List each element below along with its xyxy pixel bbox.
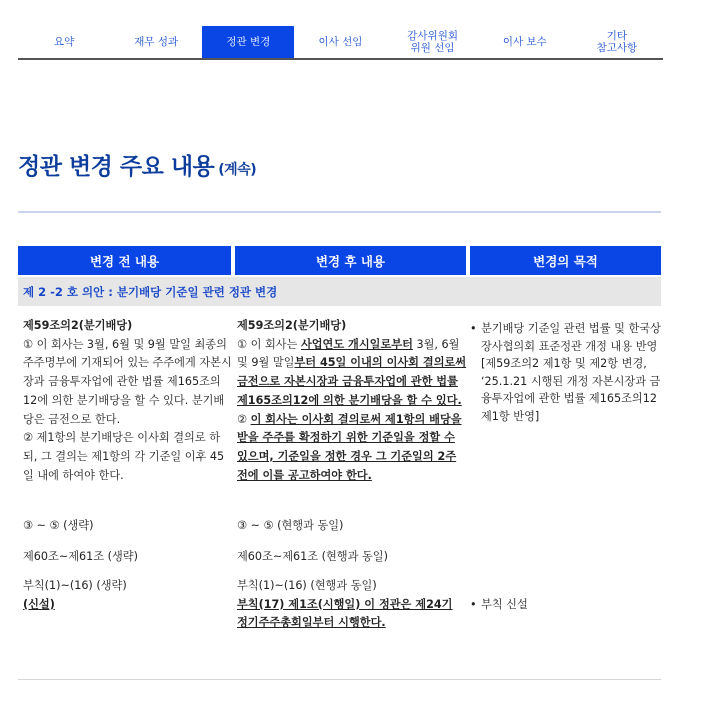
after-row-3: ③ ~ ⑤ (현행과 동일)	[237, 519, 344, 532]
before-paragraph-2: ② 제1항의 분기배당은 이사회 결의로 하되, 그 결의는 제1항의 각 기준일 이후 45일 내에 하여야 한다.	[23, 431, 225, 482]
before-article-59-2	[23, 317, 233, 485]
bottom-divider	[18, 679, 661, 680]
purpose-text-2: [제59조의2 제1항 및 제2항 변경, ‘25.1.21 시행된 개정 자본시장과 금융투자업에 관한 법률 제165조의12 제1항 반영]	[481, 357, 661, 423]
page-title	[18, 148, 256, 181]
purpose-text-3: 부칙 신설	[481, 598, 528, 611]
page-title-main: 정관 변경 주요 내용	[18, 154, 215, 180]
after-paragraph-2: ② 이 회사는 이사회 결의로써 제1항의 배당을 받을 주주를 확정하기 위한 기준일을 정할 수 있으며, 기준일을 정한 경우 그 기준일의 2주 전에 이를 공고하여야 한다.	[237, 412, 462, 482]
tab-audit-committee-election[interactable]	[387, 26, 479, 58]
before-heading: 제59조의2(분기배당)	[23, 319, 133, 332]
tab-other-notes[interactable]	[571, 26, 663, 58]
after-appendix: 부칙(1)~(16) (현행과 동일)	[237, 579, 377, 592]
after-heading: 제59조의2(분기배당)	[237, 319, 347, 332]
tab-label: 이사 보수	[502, 36, 547, 48]
purpose-item-2	[470, 596, 665, 615]
before-paragraph-1: ① 이 회사는 3월, 6월 및 9월 말일 최종의 주주명부에 기재되어 있는 주주에게 자본시장과 금융투자업에 관한 법률 제165조의12에 의한 분기배당을 할 수 있다. 분기배당은 금전으로 한다.	[23, 337, 232, 426]
after-new-appendix: 부칙(17) 제1조(시행일) 이 정관은 제24기 정기주주총회일부터 시행한다.	[237, 597, 453, 630]
bullet-icon: •	[470, 598, 477, 611]
tab-articles-amendment[interactable]	[202, 26, 294, 58]
tab-label: 정관 변경	[226, 36, 271, 48]
after-row-4: 제60조~제61조 (현행과 동일)	[237, 550, 388, 563]
tab-summary[interactable]	[18, 26, 110, 58]
tab-label: 요약	[53, 36, 75, 48]
after-row-5	[237, 577, 467, 633]
header-after: 변경 후 내용	[235, 246, 466, 275]
header-before: 변경 전 내용	[18, 246, 231, 275]
tab-label: 감사위원회 위원 선임	[407, 30, 458, 54]
page-title-sub: (계속)	[218, 162, 257, 178]
tab-director-compensation[interactable]	[479, 26, 571, 58]
header-purpose: 변경의 목적	[470, 246, 661, 275]
purpose-text-1: 분기배당 기준일 관련 법률 및 한국상장사협의회 표준정관 개정 내용 반영	[481, 322, 661, 353]
purpose-item-1	[470, 320, 665, 426]
tab-label: 이사 선임	[318, 36, 363, 48]
agenda-section-row: 제 2 -2 호 의안 : 분기배당 기준일 관련 정관 변경	[18, 277, 661, 306]
nav-tabs	[18, 26, 663, 60]
before-row-4: 제60조~제61조 (생략)	[23, 550, 138, 563]
before-row-3: ③ ~ ⑤ (생략)	[23, 519, 94, 532]
tab-label: 재무 성과	[134, 36, 179, 48]
before-row-5	[23, 577, 233, 614]
before-new-label: (신설)	[23, 597, 55, 611]
title-divider	[18, 211, 661, 213]
bullet-icon: •	[470, 322, 477, 335]
tab-director-election[interactable]	[294, 26, 386, 58]
after-paragraph-1: ① 이 회사는 사업연도 개시일로부터 3월, 6월 및 9월 말일부터 45일 이내의 이사회 결의로써 금전으로 자본시장과 금융투자업에 관한 법률 제165조의12에 의한 분기배당을 할 수 있다.	[237, 337, 467, 407]
tab-label: 기타 참고사항	[596, 30, 638, 54]
tab-financial-performance[interactable]	[110, 26, 202, 58]
before-appendix: 부칙(1)~(16) (생략)	[23, 579, 127, 592]
after-article-59-2	[237, 317, 467, 485]
